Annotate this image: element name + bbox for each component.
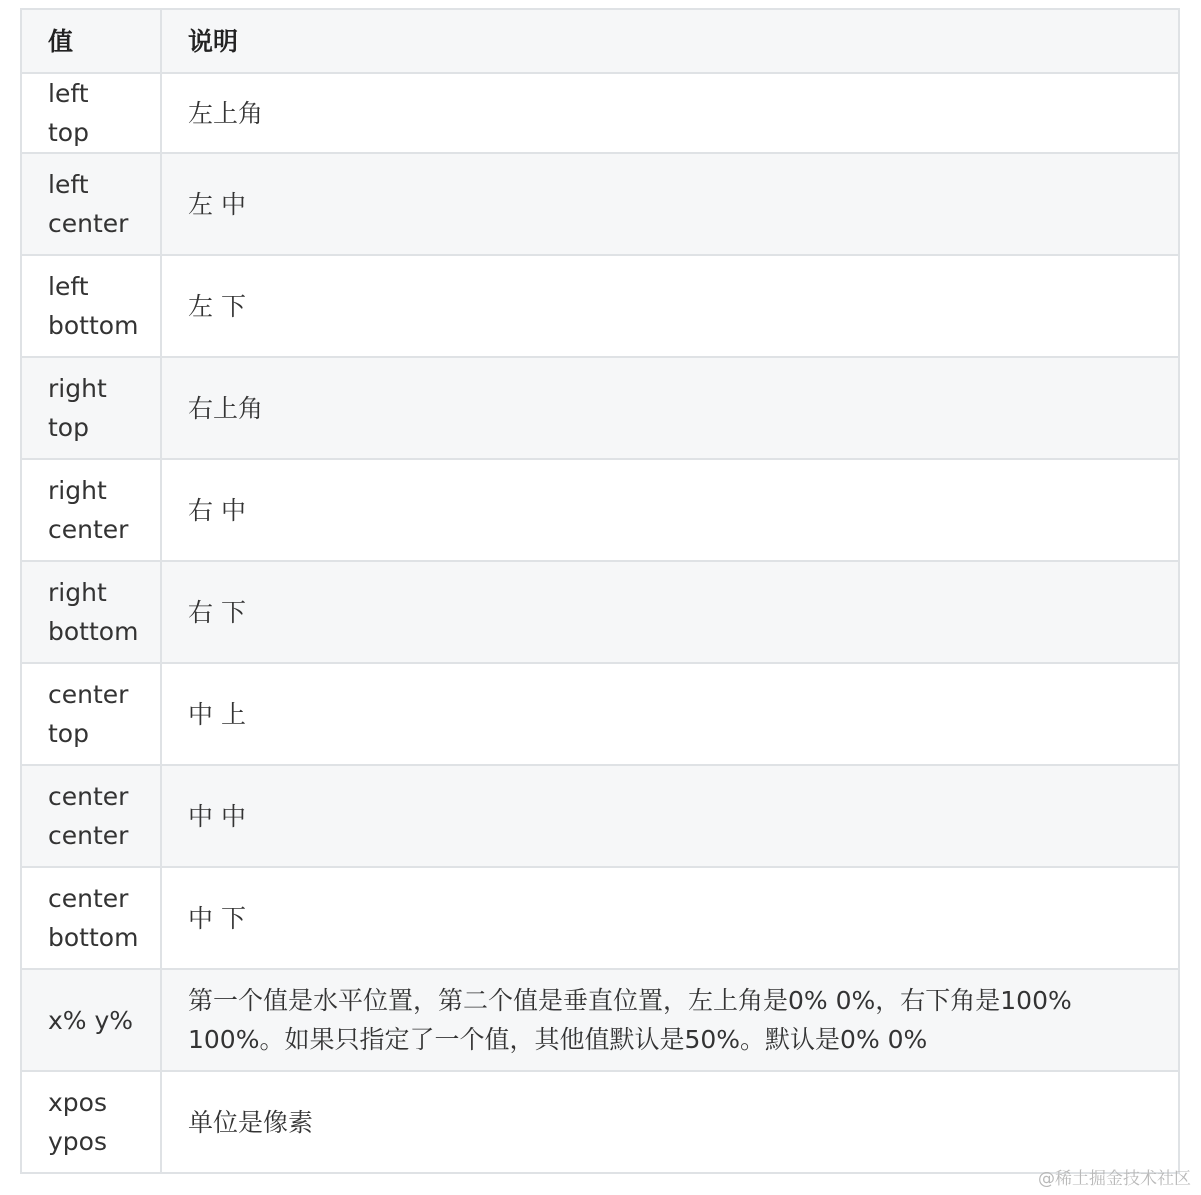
description-cell: 中 中 [161, 765, 1179, 867]
table-header-row [21, 9, 1179, 73]
table-row [21, 663, 1179, 765]
header-value: 值 [21, 9, 161, 73]
value-text-line: bottom [48, 617, 139, 646]
value-cell [21, 969, 161, 1071]
value-cell [21, 73, 161, 153]
table-row [21, 561, 1179, 663]
value-text-line: left [48, 170, 89, 199]
value-text-line: bottom [48, 311, 139, 340]
value-text-line: center [48, 782, 129, 811]
value-text-line: bottom [48, 923, 139, 952]
description-cell: 单位是像素 [161, 1071, 1179, 1173]
description-cell: 第一个值是水平位置，第二个值是垂直位置，左上角是0% 0%，右下角是100% 100%。如果只指定了一个值，其他值默认是50%。默认是0% 0% [161, 969, 1179, 1071]
table-row [21, 969, 1179, 1071]
description-cell: 右上角 [161, 357, 1179, 459]
table-row [21, 867, 1179, 969]
css-values-table [20, 8, 1180, 1174]
value-cell [21, 153, 161, 255]
description-cell: 左 下 [161, 255, 1179, 357]
value-cell [21, 663, 161, 765]
table-row [21, 765, 1179, 867]
value-text-line: ypos [48, 1127, 107, 1156]
description-cell: 中 下 [161, 867, 1179, 969]
value-text-line: center [48, 515, 129, 544]
value-text-line: center [48, 209, 129, 238]
value-text-line: top [48, 719, 89, 748]
value-cell [21, 561, 161, 663]
value-text-line: right [48, 578, 107, 607]
value-cell [21, 1071, 161, 1173]
value-text-line: right [48, 476, 107, 505]
value-text-line: left top [48, 79, 89, 147]
description-cell: 右 中 [161, 459, 1179, 561]
table-row [21, 1071, 1179, 1173]
description-cell: 左 中 [161, 153, 1179, 255]
watermark-text: @稀土掘金技术社区 [1038, 1169, 1191, 1189]
table-row [21, 153, 1179, 255]
value-cell [21, 459, 161, 561]
description-cell: 左上角 [161, 73, 1179, 153]
description-cell: 右 下 [161, 561, 1179, 663]
table-row [21, 255, 1179, 357]
value-cell [21, 357, 161, 459]
table-row [21, 357, 1179, 459]
value-text-line: right [48, 374, 107, 403]
table-body [21, 73, 1179, 1173]
value-text-line: center [48, 680, 129, 709]
value-text-line: left [48, 272, 89, 301]
value-text-line: center [48, 821, 129, 850]
value-text-line: center [48, 884, 129, 913]
value-cell [21, 255, 161, 357]
value-text-line: top [48, 413, 89, 442]
value-cell [21, 867, 161, 969]
table-row [21, 73, 1179, 153]
value-cell [21, 765, 161, 867]
value-text-line: xpos [48, 1088, 107, 1117]
table-row [21, 459, 1179, 561]
header-description: 说明 [161, 9, 1179, 73]
description-cell: 中 上 [161, 663, 1179, 765]
value-text-line: x% y% [48, 1005, 134, 1035]
